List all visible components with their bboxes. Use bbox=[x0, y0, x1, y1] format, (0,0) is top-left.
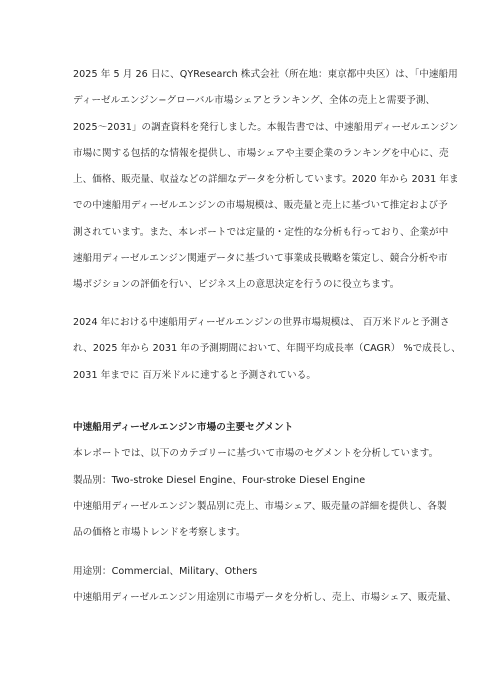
text-line: 場ポジションの評価を行い、ビジネス上の意思決定を行うのに役立ちます。 bbox=[73, 279, 400, 291]
market-size-paragraph bbox=[73, 310, 461, 389]
text-line: 測されています。また、本レポートでは定量的・定性的な分析も行っており、企業が中 bbox=[73, 226, 449, 238]
text-line: 上、価格、販売量、収益などの詳細なデータを分析しています。2020 年から 2031 年ま bbox=[73, 174, 459, 186]
segment-section bbox=[73, 415, 447, 546]
text-line: 速船用ディーゼルエンジン関連データに基づいて事業成長戦略を策定し、競合分析や市 bbox=[73, 253, 448, 265]
text-line: での中速船用ディーゼルエンジンの市場規模は、販売量と売上に基づいて推定および予 bbox=[73, 200, 448, 212]
text-line: 2031 年までに 百万米ドルに達すると予測されている。 bbox=[73, 369, 316, 381]
text-line: ディーゼルエンジン−グローバル市場シェアとランキング、全体の売上と需要予測、 bbox=[73, 95, 436, 107]
intro-paragraph bbox=[73, 62, 459, 299]
text-line: 市場に関する包括的な情報を提供し、市場シェアや主要企業のランキングを中心に、売 bbox=[73, 147, 449, 159]
text-line: 本レポートでは、以下のカテゴリーに基づいて市場のセグメントを分析しています。 bbox=[73, 448, 439, 460]
text-line: 用途別：Commercial、Military、Others bbox=[73, 566, 258, 577]
text-line: 2025 年 5 月 26 日に、QYResearch 株式会社（所在地：東京都中央区）は、「中速船用 bbox=[73, 69, 458, 80]
text-line: 2025〜2031」の調査資料を発行しました。本報告書では、中速船用ディーゼルエンジン bbox=[73, 121, 459, 133]
section-heading: 中速船用ディーゼルエンジン市場の主要セグメント bbox=[73, 422, 294, 433]
text-line: 製品別：Two-stroke Diesel Engine、Four-stroke Diesel Engine bbox=[73, 474, 366, 486]
text-line: 品の価格と市場トレンドを考察します。 bbox=[73, 527, 246, 539]
text-line: 中速船用ディーゼルエンジン製品別に売上、市場シェア、販売量の詳細を提供し、各製 bbox=[73, 500, 447, 512]
text-line: 中速船用ディーゼルエンジン用途別に市場データを分析し、売上、市場シェア、販売量、 bbox=[73, 592, 457, 604]
text-line: 2024 年における中速船用ディーゼルエンジンの世界市場規模は、 百万米ドルと予測さ bbox=[73, 317, 450, 328]
text-line: れ、2025 年から 2031 年の予測期間において、年間平均成長率（CAGR） %で成長し、 bbox=[73, 343, 461, 355]
application-paragraph bbox=[73, 559, 457, 612]
